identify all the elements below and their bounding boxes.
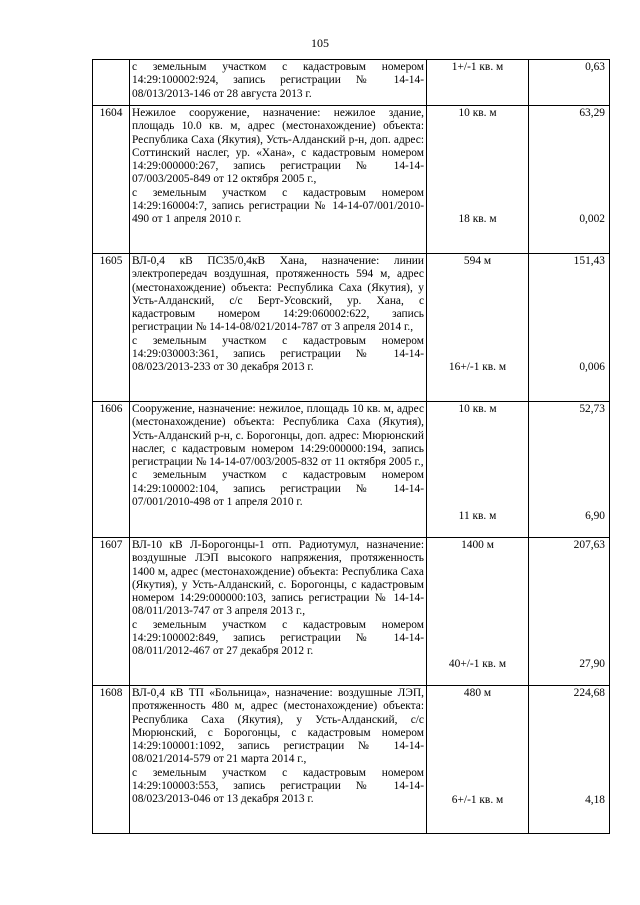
value-cell: [529, 686, 610, 834]
land-value: 0,002: [579, 213, 605, 225]
value-cell: [529, 254, 610, 402]
area-cell: [427, 254, 529, 402]
table-row: [93, 686, 610, 834]
value-cell: [529, 538, 610, 686]
object-description: [130, 106, 427, 254]
object-area: 1400 м: [461, 539, 494, 551]
object-main-text: ВЛ-10 кВ Л-Борогонцы-1 отп. Радиотумул, назначение: воздушные ЛЭП высокого напряжения, протяженность 1400 м, адрес (местонахождение) объекта: Республика Саха (Якутия), у Усть-Алданский, с. Борогонцы, с кадастровым номером 14:29:000000:103, запись регистрации № 14-14-08/011/2013-747 от 3 апреля 2013 г.,: [132, 539, 424, 618]
row-number: 1606: [93, 402, 130, 538]
land-area: 40+/-1 кв. м: [448, 658, 507, 670]
row-number: 1605: [93, 254, 130, 402]
row-number: 1607: [93, 538, 130, 686]
area-cell: [427, 538, 529, 686]
property-register-table: [92, 59, 610, 834]
table-row: [93, 538, 610, 686]
land-plot-text: с земельным участком с кадастровым номером 14:29:100003:553, запись регистрации № 14-14-08/023/2013-046 от 13 декабря 2013 г.: [132, 766, 424, 806]
object-area: 480 м: [463, 687, 492, 699]
value-cell: [529, 60, 610, 106]
land-plot-text: с земельным участком с кадастровым номером 14:29:100002:849, запись регистрации № 14-14-08/011/2012-467 от 27 декабря 2012 г.: [132, 618, 424, 658]
land-plot-text: с земельным участком с кадастровым номером 14:29:160004:7, запись регистрации № 14-14-07/001/2010-490 от 1 апреля 2010 г.: [132, 186, 424, 226]
row-number: [93, 60, 130, 106]
land-value: 0,006: [579, 361, 605, 373]
land-value: 0,63: [585, 61, 605, 73]
object-value: 63,29: [579, 107, 605, 119]
object-value: 224,68: [573, 687, 605, 699]
object-area: 594 м: [463, 255, 492, 267]
row-number: 1604: [93, 106, 130, 254]
object-description: [130, 60, 427, 106]
object-main-text: ВЛ-0,4 кВ ТП «Больница», назначение: воздушные ЛЭП, протяженность 480 м, адрес (местонахождение) объекта: Республика Саха (Якутия), у Усть-Алданский, с/с Мюрюнский, с Борогонцы, с кадастровым номером 14:29:100001:1092, запись регистрации № 14-14-08/021/2014-579 от 21 марта 2014 г.,: [132, 687, 424, 766]
object-area: 10 кв. м: [458, 403, 497, 415]
land-area: 1+/-1 кв. м: [451, 61, 504, 73]
land-value: 4,18: [585, 794, 605, 806]
table-row: [93, 60, 610, 106]
page-number: 105: [311, 36, 329, 50]
object-description: [130, 538, 427, 686]
value-cell: [529, 106, 610, 254]
land-area: 16+/-1 кв. м: [448, 361, 507, 373]
object-description: [130, 254, 427, 402]
land-area: 11 кв. м: [458, 510, 497, 522]
land-area: 6+/-1 кв. м: [451, 794, 504, 806]
object-value: 52,73: [579, 403, 605, 415]
table-row: [93, 106, 610, 254]
object-value: 207,63: [573, 539, 605, 551]
area-cell: [427, 402, 529, 538]
object-main-text: Нежилое сооружение, назначение: нежилое здание, площадь 10.0 кв. м, адрес (местонахождение) объекта: Республика Саха (Якутия), Усть-Алданский р-н, доп. адрес: Соттинский наслег, ур. «Хана», с кадастровым номером 14:29:000000:267, запись регистрации № 14-14-07/003/2005-849 от 12 октября 2005 г.,: [132, 107, 424, 186]
object-value: 151,43: [573, 255, 605, 267]
table-row: [93, 402, 610, 538]
area-cell: [427, 686, 529, 834]
object-description: [130, 402, 427, 538]
land-area: 18 кв. м: [458, 213, 497, 225]
object-description: [130, 686, 427, 834]
area-cell: [427, 106, 529, 254]
table-row: [93, 254, 610, 402]
land-plot-text: с земельным участком с кадастровым номером 14:29:100002:104, запись регистрации № 14-14-07/001/2010-498 от 1 апреля 2010 г.: [132, 469, 424, 509]
value-cell: [529, 402, 610, 538]
land-plot-text: с земельным участком с кадастровым номером 14:29:100002:924, запись регистрации № 14-14-08/013/2013-146 от 28 августа 2013 г.: [132, 61, 424, 100]
area-cell: [427, 60, 529, 106]
row-number: 1608: [93, 686, 130, 834]
land-value: 27,90: [579, 658, 605, 670]
object-area: 10 кв. м: [458, 107, 497, 119]
object-main-text: Сооружение, назначение: нежилое, площадь 10 кв. м, адрес (местонахождение) объекта: Республика Саха (Якутия), Усть-Алданский р-н, с. Борогонцы, доп. адрес: Мюрюнский наслег, с кадастровым номером 14:29:000000:194, запись регистрации № 14-14-07/003/2005-832 от 11 октября 2005 г.,: [132, 403, 424, 469]
land-plot-text: с земельным участком с кадастровым номером 14:29:030003:361, запись регистрации № 14-14-08/023/2013-233 от 30 декабря 2013 г.: [132, 334, 424, 374]
object-main-text: ВЛ-0,4 кВ ПС35/0,4кВ Хана, назначение: линии электропередач воздушная, протяженность 594 м, адрес (местонахождение) объекта: Республика Саха (Якутия), у Усть-Алданский, с/с Берт-Усовский, ур. Хана, с кадастровым номером 14:29:060002:622, запись регистрации № 14-14-08/021/2014-787 от 3 апреля 2014 г.,: [132, 255, 424, 334]
land-value: 6,90: [585, 510, 605, 522]
